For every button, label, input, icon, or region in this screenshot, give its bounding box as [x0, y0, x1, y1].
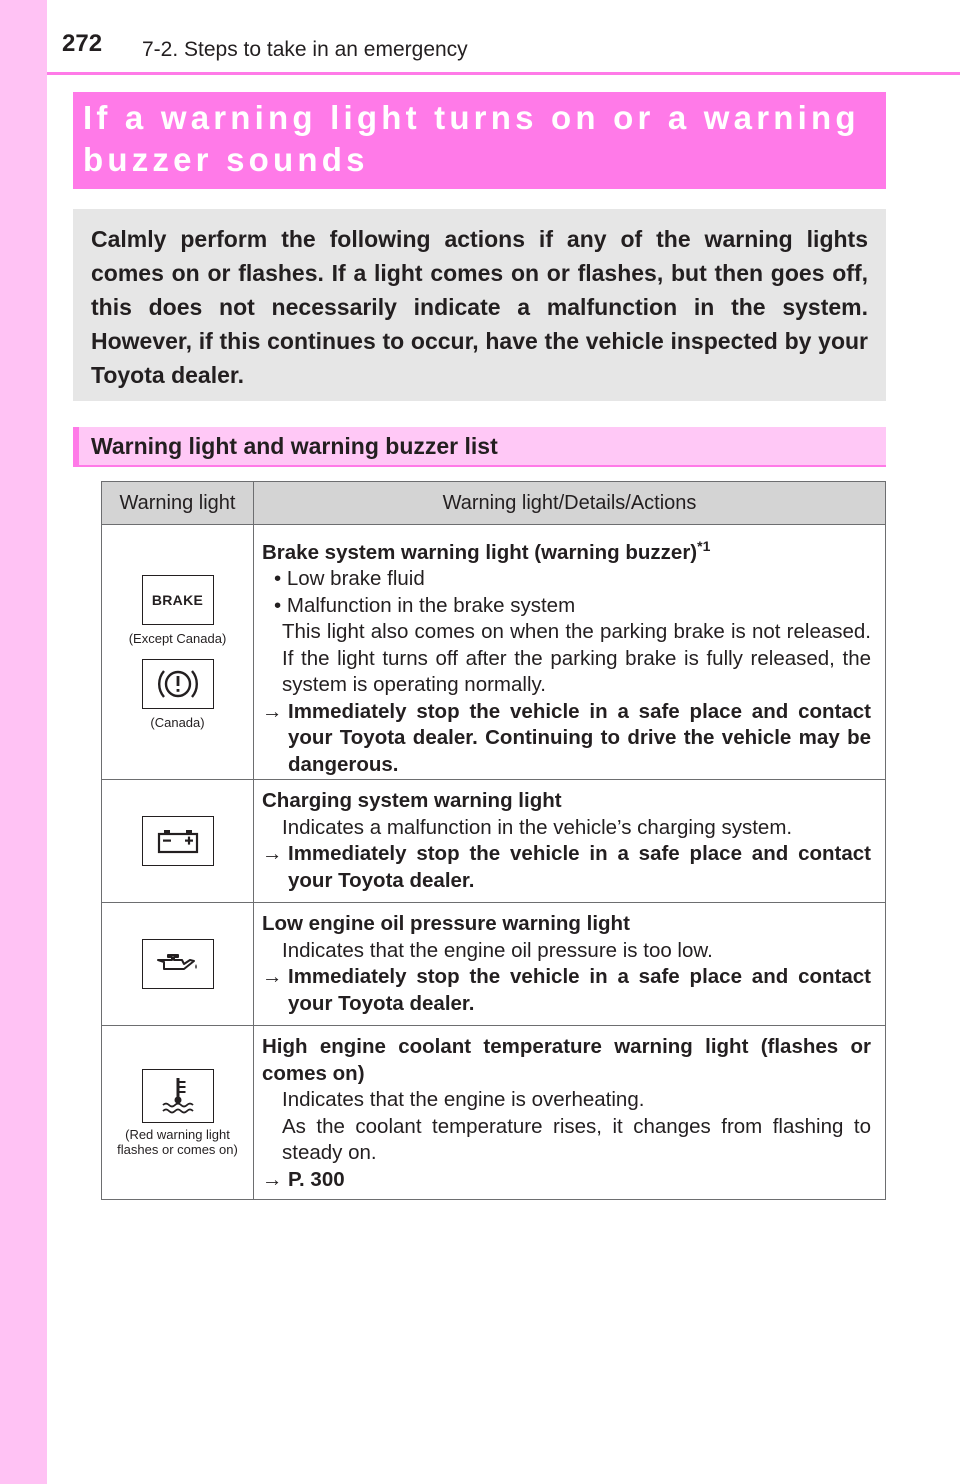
warning-light-table	[101, 481, 886, 1200]
entry-details: As the coolant temperature rises, it changes from flashing to steady on.	[282, 1114, 871, 1164]
entry-title: Brake system warning light (warning buzzer)$^{*1}$	[262, 538, 711, 564]
action-line	[262, 964, 871, 1017]
details-cell	[254, 525, 886, 780]
arrow-icon: →	[262, 842, 283, 865]
col-header-details: Warning light/Details/Actions	[254, 482, 886, 525]
brake-icon-label: BRAKE	[151, 591, 204, 608]
subheading-bar	[73, 427, 886, 467]
arrow-icon: →	[262, 699, 283, 723]
header-rule	[47, 72, 960, 75]
page-reference-link[interactable]: P. 300	[288, 1167, 345, 1191]
icon-cell	[102, 780, 254, 903]
action-line	[262, 1167, 871, 1194]
table-row	[102, 1026, 886, 1200]
arrow-icon: →	[262, 1167, 283, 1191]
action-text: Immediately stop the vehicle in a safe place and contact your Toyota dealer.	[288, 842, 871, 892]
table-header-row	[102, 482, 886, 525]
action-line	[262, 699, 871, 779]
icon-cell	[102, 903, 254, 1026]
arrow-icon: →	[262, 965, 283, 988]
icon-caption: (Except Canada)	[128, 630, 227, 646]
bullet-item: • Malfunction in the brake system	[274, 593, 576, 617]
subheading: Warning light and warning buzzer list	[91, 433, 498, 459]
intro-text: Calmly perform the following actions if any of the warning lights comes on or flashes. If a light comes on or flashes, but then goes off, this does not necessarily indicate a malfunction in the system. However, if this continues to occur, have the vehicle inspected by your Toyota dealer.	[91, 226, 868, 388]
col-header-warning-light: Warning light	[102, 482, 254, 525]
bullet-item: • Low brake fluid	[274, 567, 425, 591]
oil-can-icon	[142, 939, 214, 989]
action-text: Immediately stop the vehicle in a safe place and contact your Toyota dealer.	[288, 965, 871, 1015]
entry-details: Indicates a malfunction in the vehicle’s charging system.	[282, 815, 793, 839]
table-row	[102, 780, 886, 903]
entry-title: Low engine oil pressure warning light	[262, 912, 630, 935]
table-row	[102, 903, 886, 1026]
entry-details: Indicates that the engine is overheating.	[282, 1088, 645, 1111]
icon-caption: (Canada)	[150, 714, 205, 730]
page-title: If a warning light turns on or a warning buzzer sounds	[83, 99, 860, 178]
table-row	[102, 525, 886, 780]
entry-details: This light also comes on when the parking brake is not released. If the light turns off after the parking brake is fully released, the system is operating normally.	[282, 620, 871, 697]
icon-caption: (Red warning light flashes or comes on)	[117, 1126, 238, 1157]
details-cell	[254, 903, 886, 1026]
entry-title: High engine coolant temperature warning light (flashes or comes on)	[262, 1035, 871, 1085]
coolant-temperature-icon	[142, 1069, 214, 1123]
icon-cell	[102, 1026, 254, 1200]
intro-box	[73, 209, 886, 401]
brake-circle-exclamation-icon	[142, 659, 214, 709]
action-line	[262, 841, 871, 894]
battery-icon	[142, 816, 214, 866]
side-color-strip	[0, 0, 47, 1484]
entry-title: Charging system warning light	[262, 789, 562, 812]
action-text: Immediately stop the vehicle in a safe place and contact your Toyota dealer. Continuing to drive the vehicle may be dangerous.	[288, 699, 871, 776]
details-cell	[254, 1026, 886, 1200]
section-title: 7-2. Steps to take in an emergency	[142, 38, 468, 61]
details-cell	[254, 780, 886, 903]
title-banner	[73, 92, 886, 189]
icon-cell	[102, 525, 254, 780]
page-number: 272	[62, 30, 103, 57]
brake-text-icon	[142, 575, 214, 625]
entry-details: Indicates that the engine oil pressure is too low.	[282, 938, 713, 962]
